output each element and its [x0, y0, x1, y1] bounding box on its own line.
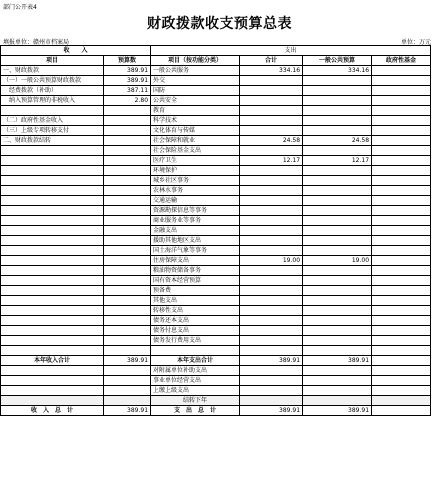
income-amount-cell: [104, 156, 151, 166]
income-amount-cell: 389.91: [104, 356, 151, 366]
income-item-cell: [1, 206, 104, 216]
income-item-cell: [1, 256, 104, 266]
general-budget-cell: [303, 106, 372, 116]
income-amount-cell: [104, 206, 151, 216]
fund-cell: [372, 306, 431, 316]
table-row: [1, 66, 431, 76]
table-row: [1, 246, 431, 256]
expense-section-header: 支出: [151, 46, 431, 56]
table-row: [1, 396, 431, 406]
expense-item-cell: 农林水事务: [151, 186, 240, 196]
fund-cell: [372, 296, 431, 306]
income-amount-cell: [104, 116, 151, 126]
expense-item-cell: 交通运输: [151, 196, 240, 206]
table-row: [1, 146, 431, 156]
income-amount-cell: [104, 126, 151, 136]
income-amount-cell: [104, 286, 151, 296]
total-cell: 24.58: [240, 136, 303, 146]
income-item-cell: [1, 146, 104, 156]
general-budget-cell: 334.16: [303, 66, 372, 76]
fund-cell: [372, 346, 431, 356]
total-cell: 334.16: [240, 66, 303, 76]
expense-item-cell: 债务发行费用支出: [151, 336, 240, 346]
fund-cell: [372, 156, 431, 166]
income-item-cell: [1, 326, 104, 336]
expense-item-cell: 社会保障和就业: [151, 136, 240, 146]
total-cell: [240, 266, 303, 276]
general-budget-cell: 12.17: [303, 156, 372, 166]
total-cell: [240, 116, 303, 126]
total-cell: [240, 346, 303, 356]
income-item-cell: [1, 156, 104, 166]
general-budget-cell: [303, 206, 372, 216]
fund-cell: [372, 366, 431, 376]
expense-item-cell: 商业服务业等事务: [151, 216, 240, 226]
fund-cell: [372, 376, 431, 386]
total-cell: [240, 196, 303, 206]
fund-cell: [372, 406, 431, 416]
income-amount-cell: [104, 336, 151, 346]
total-cell: [240, 166, 303, 176]
general-budget-cell: [303, 176, 372, 186]
table-row: [1, 296, 431, 306]
income-amount-cell: [104, 266, 151, 276]
table-row: [1, 226, 431, 236]
general-budget-cell: [303, 126, 372, 136]
fund-cell: [372, 276, 431, 286]
income-item-cell: 一、财政拨款: [1, 66, 104, 76]
income-amount-cell: 389.91: [104, 406, 151, 416]
expense-item-cell: 援助其他地区支出: [151, 236, 240, 246]
income-item-cell: [1, 336, 104, 346]
fund-cell: [372, 256, 431, 266]
income-amount-cell: [104, 386, 151, 396]
income-item-cell: 二、财政拨款结转: [1, 136, 104, 146]
table-row: [1, 346, 431, 356]
general-budget-cell: [303, 196, 372, 206]
total-cell: [240, 86, 303, 96]
table-row: [1, 136, 431, 146]
fund-cell: [372, 266, 431, 276]
general-budget-cell: [303, 216, 372, 226]
unit-label: 单位：万元: [400, 39, 431, 46]
income-amount-cell: [104, 166, 151, 176]
table-row: [1, 106, 431, 116]
income-amount-cell: [104, 186, 151, 196]
income-item-cell: [1, 266, 104, 276]
fund-cell: [372, 106, 431, 116]
page-title: 财政拨款收支预算总表: [147, 16, 292, 32]
total-cell: [240, 336, 303, 346]
expense-item-cell: 支 出 总 计: [151, 406, 240, 416]
table-row: [1, 86, 431, 96]
total-cell: [240, 236, 303, 246]
general-budget-cell: [303, 296, 372, 306]
total-cell: [240, 146, 303, 156]
total-cell: [240, 396, 303, 406]
col-header-fund: 政府性基金: [372, 56, 431, 66]
general-budget-cell: [303, 306, 372, 316]
fund-cell: [372, 326, 431, 336]
income-amount-cell: [104, 366, 151, 376]
fund-cell: [372, 246, 431, 256]
income-item-cell: （一）一般公共预算财政拨款: [1, 76, 104, 86]
expense-item-cell: 债务付息支出: [151, 326, 240, 336]
table-row: [1, 196, 431, 206]
income-item-cell: [1, 216, 104, 226]
total-cell: 12.17: [240, 156, 303, 166]
fund-cell: [372, 126, 431, 136]
general-budget-cell: [303, 376, 372, 386]
total-cell: [240, 206, 303, 216]
income-amount-cell: [104, 376, 151, 386]
fund-cell: [372, 396, 431, 406]
expense-item-cell: 对附属单位补助支出: [151, 366, 240, 376]
table-row: [1, 116, 431, 126]
table-row: [1, 326, 431, 336]
general-budget-cell: 389.91: [303, 406, 372, 416]
income-amount-cell: [104, 256, 151, 266]
total-cell: [240, 286, 303, 296]
fund-cell: [372, 316, 431, 326]
expense-item-cell: 结转下年: [151, 396, 240, 406]
table-row: [1, 266, 431, 276]
income-amount-cell: [104, 346, 151, 356]
total-cell: [240, 246, 303, 256]
income-section-header: 收 入: [1, 46, 151, 56]
table-row: [1, 356, 431, 366]
fund-cell: [372, 76, 431, 86]
fund-cell: [372, 286, 431, 296]
income-amount-cell: [104, 396, 151, 406]
table-row: [1, 366, 431, 376]
income-amount-cell: 2.80: [104, 96, 151, 106]
income-amount-cell: [104, 196, 151, 206]
expense-item-cell: 上缴上级支出: [151, 386, 240, 396]
total-cell: 389.91: [240, 406, 303, 416]
table-row: [1, 166, 431, 176]
income-item-cell: [1, 276, 104, 286]
expense-item-cell: 国有资本经营预算: [151, 276, 240, 286]
table-row: [1, 316, 431, 326]
expense-item-cell: 本年支出合计: [151, 356, 240, 366]
income-amount-cell: [104, 246, 151, 256]
general-budget-cell: [303, 366, 372, 376]
income-item-cell: 本年收入合计: [1, 356, 104, 366]
table-row: [1, 286, 431, 296]
expense-item-cell: 债务还本支出: [151, 316, 240, 326]
general-budget-cell: [303, 276, 372, 286]
expense-item-cell: 其他支出: [151, 296, 240, 306]
fund-cell: [372, 66, 431, 76]
fund-cell: [372, 216, 431, 226]
total-cell: [240, 216, 303, 226]
table-row: [1, 386, 431, 396]
fund-cell: [372, 226, 431, 236]
fund-cell: [372, 116, 431, 126]
total-cell: [240, 176, 303, 186]
table-row: [1, 406, 431, 416]
expense-item-cell: 文化体育与传媒: [151, 126, 240, 136]
income-item-cell: [1, 166, 104, 176]
general-budget-cell: [303, 326, 372, 336]
general-budget-cell: [303, 266, 372, 276]
income-item-cell: （二）政府性基金收入: [1, 116, 104, 126]
col-header-budget: 预算数: [104, 56, 151, 66]
expense-item-cell: 医疗卫生: [151, 156, 240, 166]
income-amount-cell: [104, 296, 151, 306]
general-budget-cell: [303, 346, 372, 356]
general-budget-cell: 19.00: [303, 256, 372, 266]
general-budget-cell: [303, 246, 372, 256]
expense-item-cell: [151, 346, 240, 356]
total-cell: [240, 186, 303, 196]
fund-cell: [372, 196, 431, 206]
income-item-cell: [1, 366, 104, 376]
general-budget-cell: [303, 86, 372, 96]
budget-table: [0, 45, 431, 416]
total-cell: [240, 96, 303, 106]
col-header-total: 合计: [240, 56, 303, 66]
table-row: [1, 186, 431, 196]
income-amount-cell: [104, 226, 151, 236]
total-cell: 389.91: [240, 356, 303, 366]
general-budget-cell: [303, 186, 372, 196]
expense-item-cell: 一般公共服务: [151, 66, 240, 76]
income-amount-cell: [104, 306, 151, 316]
income-item-cell: 纳入预算管理的非税收入: [1, 96, 104, 106]
income-amount-cell: [104, 146, 151, 156]
general-budget-cell: [303, 316, 372, 326]
total-cell: [240, 226, 303, 236]
total-cell: [240, 366, 303, 376]
table-row: [1, 336, 431, 346]
income-item-cell: [1, 316, 104, 326]
income-amount-cell: [104, 176, 151, 186]
expense-item-cell: 城乡社区事务: [151, 176, 240, 186]
fund-cell: [372, 136, 431, 146]
table-row: [1, 126, 431, 136]
total-cell: [240, 276, 303, 286]
expense-item-cell: 预备费: [151, 286, 240, 296]
org-label: 填报单位：赣州市档案局: [3, 39, 70, 46]
income-item-cell: [1, 396, 104, 406]
table-row: [1, 236, 431, 246]
table-number-label: 部门公开表4: [3, 4, 37, 11]
income-item-cell: [1, 286, 104, 296]
fund-cell: [372, 146, 431, 156]
column-header-row: [1, 56, 431, 66]
income-item-cell: [1, 186, 104, 196]
total-cell: [240, 326, 303, 336]
expense-item-cell: 教育: [151, 106, 240, 116]
general-budget-cell: [303, 96, 372, 106]
fund-cell: [372, 186, 431, 196]
table-row: [1, 76, 431, 86]
expense-item-cell: 资源勘探信息等事务: [151, 206, 240, 216]
income-item-cell: 收 入 总 计: [1, 406, 104, 416]
income-item-cell: [1, 176, 104, 186]
fund-cell: [372, 356, 431, 366]
income-item-cell: [1, 236, 104, 246]
expense-item-cell: 粮油物资储备事务: [151, 266, 240, 276]
income-amount-cell: [104, 136, 151, 146]
general-budget-cell: [303, 166, 372, 176]
col-header-expense-item: 项目（按功能分类）: [151, 56, 240, 66]
fund-cell: [372, 86, 431, 96]
general-budget-cell: [303, 286, 372, 296]
income-item-cell: [1, 196, 104, 206]
total-cell: [240, 316, 303, 326]
general-budget-cell: 389.91: [303, 356, 372, 366]
income-amount-cell: [104, 276, 151, 286]
general-budget-cell: [303, 336, 372, 346]
table-row: [1, 276, 431, 286]
table-row: [1, 216, 431, 226]
income-item-cell: [1, 226, 104, 236]
income-amount-cell: [104, 316, 151, 326]
total-cell: [240, 106, 303, 116]
income-amount-cell: [104, 216, 151, 226]
income-item-cell: [1, 106, 104, 116]
fund-cell: [372, 236, 431, 246]
expense-item-cell: 外交: [151, 76, 240, 86]
table-row: [1, 206, 431, 216]
income-item-cell: 经费拨款（补助）: [1, 86, 104, 96]
col-header-income-item: 项目: [1, 56, 104, 66]
expense-item-cell: 国土海洋气象等事务: [151, 246, 240, 256]
general-budget-cell: [303, 396, 372, 406]
general-budget-cell: [303, 76, 372, 86]
general-budget-cell: [303, 236, 372, 246]
table-row: [1, 256, 431, 266]
total-cell: [240, 376, 303, 386]
table-row: [1, 156, 431, 166]
fund-cell: [372, 206, 431, 216]
income-item-cell: [1, 376, 104, 386]
expense-item-cell: 国防: [151, 86, 240, 96]
income-amount-cell: 387.11: [104, 86, 151, 96]
income-amount-cell: [104, 106, 151, 116]
table-row: [1, 96, 431, 106]
expense-item-cell: 社会保险基金支出: [151, 146, 240, 156]
income-item-cell: [1, 386, 104, 396]
total-cell: [240, 386, 303, 396]
income-item-cell: [1, 306, 104, 316]
general-budget-cell: [303, 116, 372, 126]
expense-item-cell: 住房保障支出: [151, 256, 240, 266]
income-item-cell: [1, 296, 104, 306]
table-row: [1, 306, 431, 316]
income-amount-cell: [104, 326, 151, 336]
total-cell: [240, 126, 303, 136]
income-amount-cell: [104, 236, 151, 246]
income-amount-cell: 389.91: [104, 76, 151, 86]
general-budget-cell: 24.58: [303, 136, 372, 146]
fund-cell: [372, 166, 431, 176]
expense-item-cell: 金融支出: [151, 226, 240, 236]
section-header-row: [1, 46, 431, 56]
general-budget-cell: [303, 146, 372, 156]
expense-item-cell: 公共安全: [151, 96, 240, 106]
col-header-general-budget: 一般公共预算: [303, 56, 372, 66]
general-budget-cell: [303, 386, 372, 396]
expense-item-cell: 事业单位经营支出: [151, 376, 240, 386]
fund-cell: [372, 176, 431, 186]
total-cell: [240, 76, 303, 86]
income-item-cell: [1, 346, 104, 356]
income-amount-cell: 389.91: [104, 66, 151, 76]
table-row: [1, 376, 431, 386]
total-cell: 19.00: [240, 256, 303, 266]
general-budget-cell: [303, 226, 372, 236]
income-item-cell: [1, 246, 104, 256]
total-cell: [240, 306, 303, 316]
expense-item-cell: 环境保护: [151, 166, 240, 176]
total-cell: [240, 296, 303, 306]
fund-cell: [372, 386, 431, 396]
expense-item-cell: 科学技术: [151, 116, 240, 126]
table-row: [1, 176, 431, 186]
income-item-cell: （三）上级专项转移支付: [1, 126, 104, 136]
fund-cell: [372, 96, 431, 106]
expense-item-cell: 转移性支出: [151, 306, 240, 316]
fund-cell: [372, 336, 431, 346]
